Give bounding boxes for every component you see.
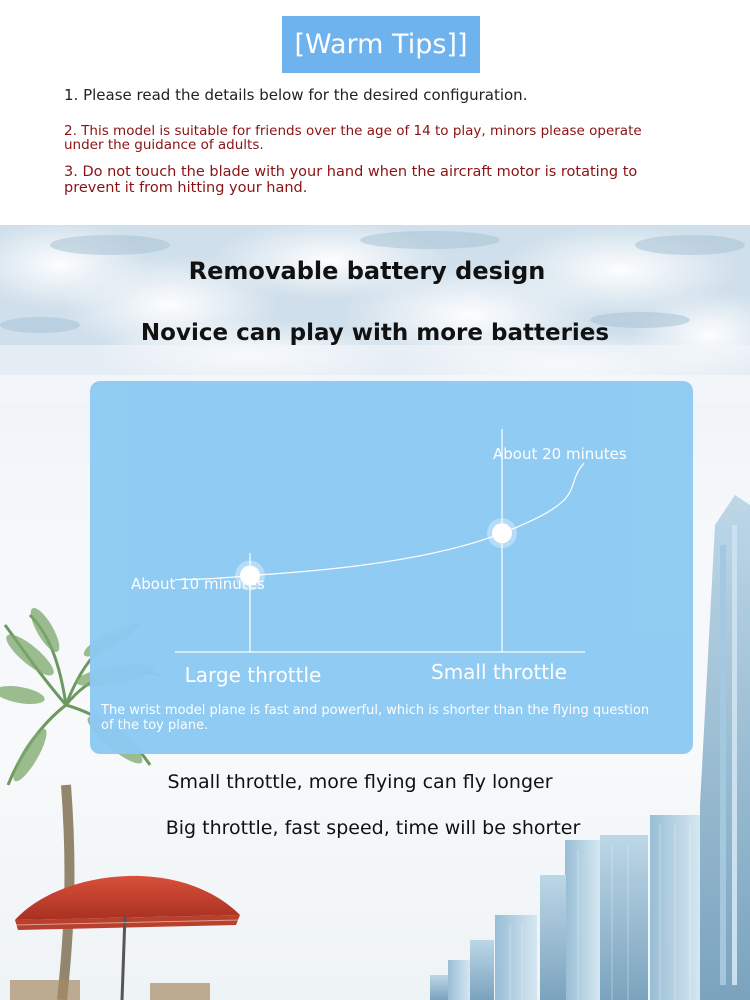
battery-scene xyxy=(0,225,750,1000)
chart-point xyxy=(492,523,512,543)
tip-item: 1. Please read the details below for the desired configuration. xyxy=(64,86,528,104)
chart-series-line xyxy=(175,463,584,579)
footer-line: Big throttle, fast speed, time will be shorter xyxy=(165,817,581,839)
warm-tips-badge: [Warm Tips]] xyxy=(282,16,480,73)
chart-category-label: Large throttle xyxy=(184,663,322,687)
chart-note: The wrist model plane is fast and powerful, which is shorter than the flying question of the toy plane. xyxy=(101,703,650,733)
footer-line: Small throttle, more flying can fly longer xyxy=(167,771,553,793)
chart-category-label: Small throttle xyxy=(431,660,567,684)
section-subtitle: Novice can play with more batteries xyxy=(140,320,610,346)
chart-data-label: About 10 minutes xyxy=(131,575,265,593)
tip-item: 2. This model is suitable for friends over the age of 14 to play, minors please operate under the guidance of adults. xyxy=(64,123,642,153)
flight-time-chart xyxy=(90,381,693,754)
beach-umbrella xyxy=(10,876,240,1000)
tip-item: 3. Do not touch the blade with your hand when the aircraft motor is rotating to prevent it from hitting your hand. xyxy=(64,164,638,196)
section-title: Removable battery design xyxy=(188,257,546,285)
flight-time-chart-card xyxy=(90,381,693,754)
warm-tips-section xyxy=(0,0,750,225)
chart-data-label: About 20 minutes xyxy=(493,445,627,463)
